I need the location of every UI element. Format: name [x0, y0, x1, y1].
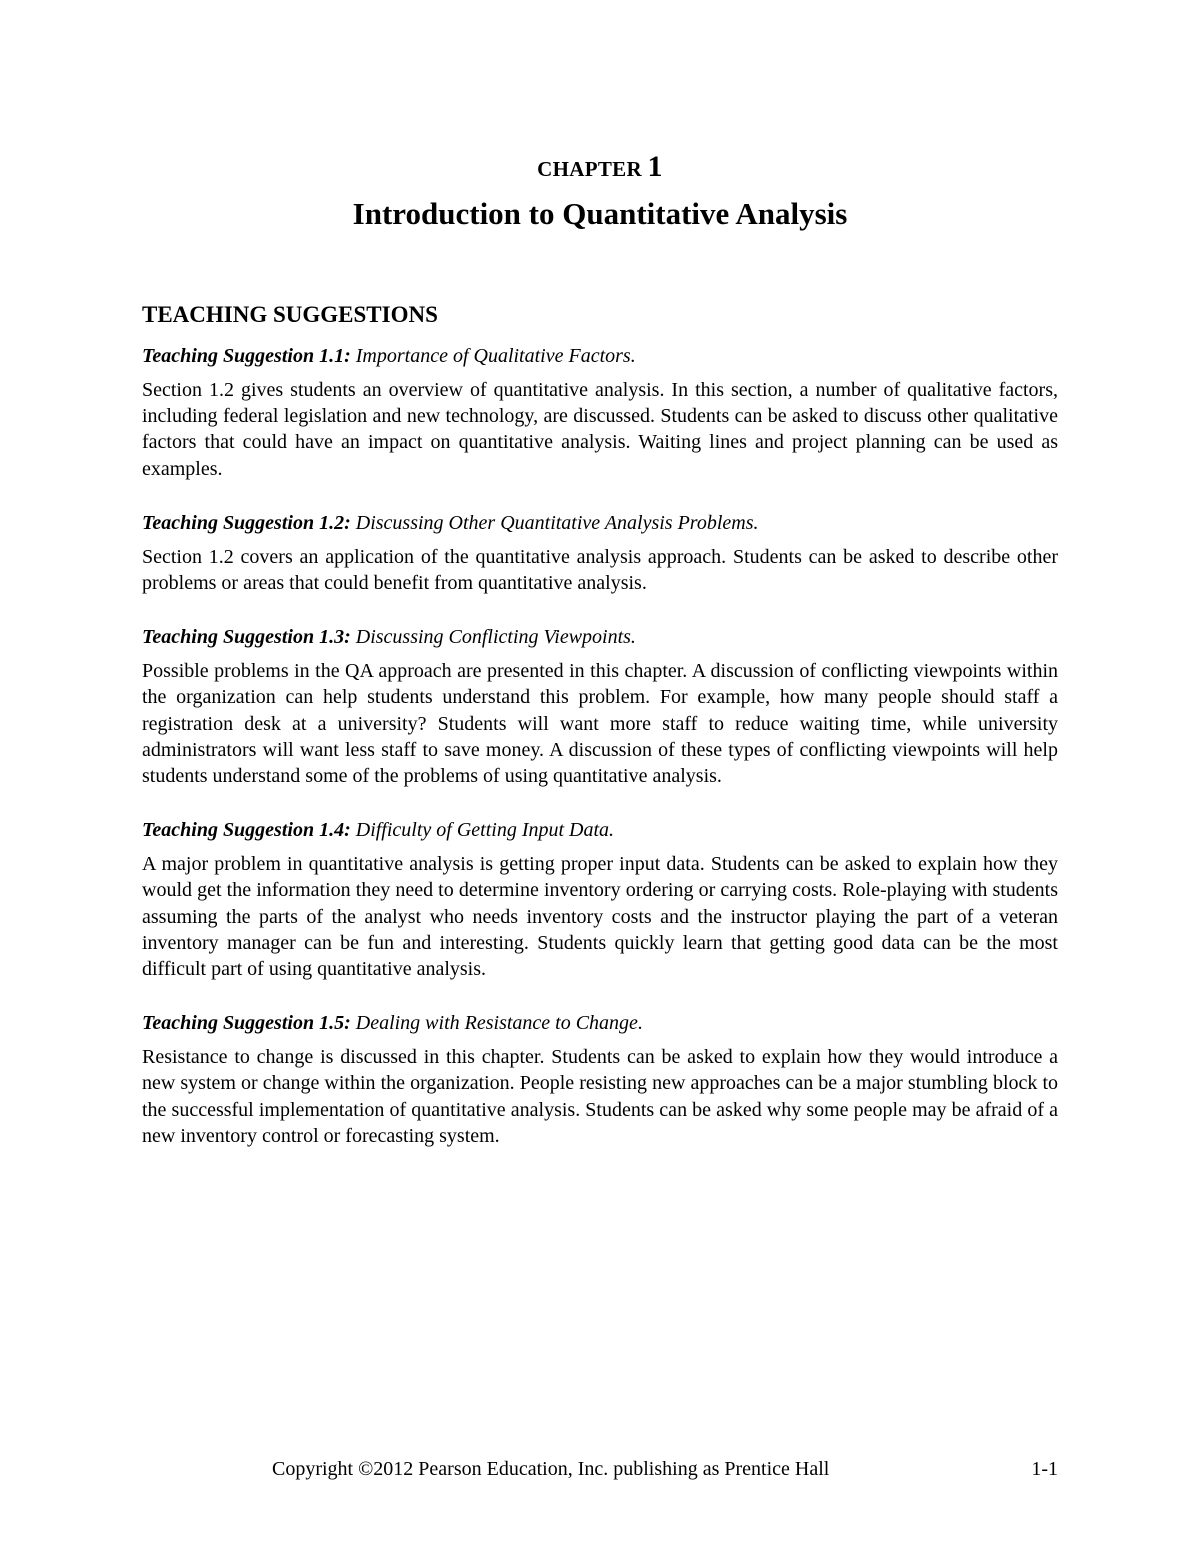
suggestion-label: Teaching Suggestion 1.2:	[142, 511, 351, 534]
suggestion-label: Teaching Suggestion 1.3:	[142, 626, 351, 649]
suggestion-topic: Discussing Other Quantitative Analysis Problems.	[355, 511, 759, 534]
suggestion-body: A major problem in quantitative analysis is getting proper input data. Students can be asked to explain how they would get the information they need to determine inventory ordering or carrying costs. Role-playing with students assuming the parts of the analyst who needs inventory costs and the instructor playing the part of a veteran inventory manager can be fun and interesting. Students quickly learn that getting good data can be the most difficult part of using quantitative analysis.	[142, 853, 1058, 981]
suggestion-body: Section 1.2 gives students an overview of quantitative analysis. In this section, a number of qualitative factors, including federal legislation and new technology, are discussed. Students can be asked to discuss other qualitative factors that could have an impact on quantitative analysis. Waiting lines and project planning can be used as examples.	[142, 379, 1058, 480]
copyright-notice: Copyright ©2012 Pearson Education, Inc. publishing as Prentice Hall	[272, 1458, 830, 1480]
suggestion-heading	[142, 510, 1058, 536]
suggestion-label: Teaching Suggestion 1.1:	[142, 345, 351, 367]
chapter-label	[142, 150, 1058, 184]
page-number: 1-1	[1031, 1458, 1058, 1480]
suggestion-item	[142, 624, 1058, 789]
suggestion-item	[142, 343, 1058, 482]
suggestion-body: Possible problems in the QA approach are presented in this chapter. A discussion of conflicting viewpoints within the organization can help students understand this problem. For example, how many people should staff a registration desk at a university? Students will want more staff to reduce waiting time, while university administrators will want less staff to save money. A discussion of these types of conflicting viewpoints will help students understand some of the problems of using quantitative analysis.	[142, 660, 1058, 788]
suggestion-topic: Importance of Qualitative Factors.	[355, 345, 636, 367]
suggestion-item	[142, 817, 1058, 982]
suggestion-heading	[142, 343, 1058, 369]
suggestion-body: Resistance to change is discussed in this chapter. Students can be asked to explain how they would introduce a new system or change within the organization. People resisting new approaches can be a major stumbling block to the successful implementation of quantitative analysis. Students can be asked why some people may be afraid of a new inventory control or forecasting system.	[142, 1046, 1058, 1147]
suggestion-label: Teaching Suggestion 1.5:	[142, 1012, 351, 1035]
suggestion-list	[142, 343, 1058, 1177]
chapter-number: 1	[647, 150, 663, 183]
suggestion-topic: Discussing Conflicting Viewpoints.	[355, 626, 636, 649]
suggestion-item	[142, 1010, 1058, 1149]
suggestion-topic: Dealing with Resistance to Change.	[355, 1012, 643, 1035]
document-page	[142, 0, 1058, 1553]
chapter-word: CHAPTER	[537, 157, 642, 181]
suggestion-topic: Difficulty of Getting Input Data.	[355, 819, 615, 842]
suggestion-heading	[142, 624, 1058, 650]
suggestion-heading	[142, 1010, 1058, 1036]
section-heading: TEACHING SUGGESTIONS	[142, 302, 438, 327]
suggestion-item	[142, 510, 1058, 596]
suggestion-body: Section 1.2 covers an application of the quantitative analysis approach. Students can be asked to describe other problems or areas that could benefit from quantitative analysis.	[142, 545, 1058, 595]
chapter-title: Introduction to Quantitative Analysis	[352, 196, 848, 231]
suggestion-heading	[142, 817, 1058, 843]
suggestion-label: Teaching Suggestion 1.4:	[142, 819, 351, 842]
